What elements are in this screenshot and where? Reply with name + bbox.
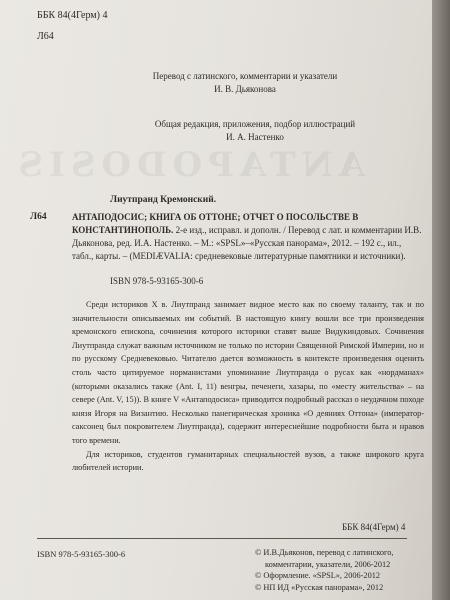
isbn-top: ISBN 978-5-93165-300-6 — [110, 276, 204, 286]
edition-details: 2-е изд., исправл. и дополн. / Перевод с лат. и комментарии И.В. Дьяконова, ред. И.А. Настенко. – М.: «SPSL»–«Русская панорама», 2012. – 192 с., ил., табл., карты. – (MEDIÆVALIA: средневековые литературные памятники и источники). — [72, 225, 422, 261]
translation-credit-line: Перевод с латинского, комментарии и указатели — [152, 71, 338, 81]
translator-name: И. В. Дьяконова — [214, 84, 276, 94]
editor-name: И. А. Настенко — [226, 132, 284, 142]
copyright-line: © Оформление. «SPSL», 2006-2012 — [255, 571, 381, 581]
author-code: Л64 — [37, 31, 54, 42]
bibliographic-entry — [72, 211, 424, 263]
bbk-classification: ББК 84(4Герм) 4 — [37, 10, 108, 21]
abstract-audience: Для историков, студентов гуманитарных специальностей вузов, а также широкого круга любителей истории. — [72, 449, 424, 473]
copyright-line: © НП ИД «Русская панорама», 2012 — [255, 582, 384, 592]
editorial-credit — [140, 118, 370, 144]
copyright-block — [255, 547, 430, 593]
book-title: АНТАПОДОСИС; КНИГА ОБ ОТТОНЕ; ОТЧЕТ О ПОСОЛЬСТВЕ В КОНСТАНТИНОПОЛЬ. — [72, 212, 359, 235]
copyright-line: комментарии, указатели, 2006-2012 — [265, 559, 391, 569]
bbk-footer: ББК 84(4Герм) 4 — [342, 522, 406, 532]
catalog-code: Л64 — [30, 212, 47, 222]
editorial-credit-line: Общая редакция, приложения, подбор иллюстраций — [154, 119, 356, 129]
bleed-through-watermark: ANTAPODOSIS — [12, 145, 365, 185]
abstract — [72, 298, 424, 475]
translation-credit — [130, 70, 360, 96]
author-name: Лиутпранд Кремонский. — [110, 195, 217, 205]
book-edge — [432, 0, 450, 600]
divider — [37, 538, 407, 539]
copyright-line: © И.В.Дьяконов, перевод с латинского, — [255, 548, 394, 557]
abstract-paragraph: Среди историков X в. Лиутпранд занимает видное место как по своему таланту, так и по значительности описываемых им событий. В настоящую книгу вошли все три произведения кремонского епископа, сочинения которого историки ставят выше Видукиндовых. Сочинения Лиутпранда служат важным источником не только по истории Священной Римской Империи, но и по русскому Средневековью. Читателю дается возможность в контексте произведения оценить столь часто цитируемое норманистами упоминание Лиутпранда о русах как «нордманах» (которыми оказались также (Ant. I, 11) венгры, печенеги, хазары, по «месту жительства» – на севере (Ant. V, 15)). В книге V «Антаподосиса» приводится подробный рассказ о неудачном походе князя Игоря на Византию. Несколько панегирическая хроника «О деяниях Оттона» (император-саксонец был покровителем Лиутпранда), содержит интереснейшие подробности быта и нравов того времени. — [72, 300, 424, 445]
isbn-bottom: ISBN 978-5-93165-300-6 — [37, 549, 126, 559]
